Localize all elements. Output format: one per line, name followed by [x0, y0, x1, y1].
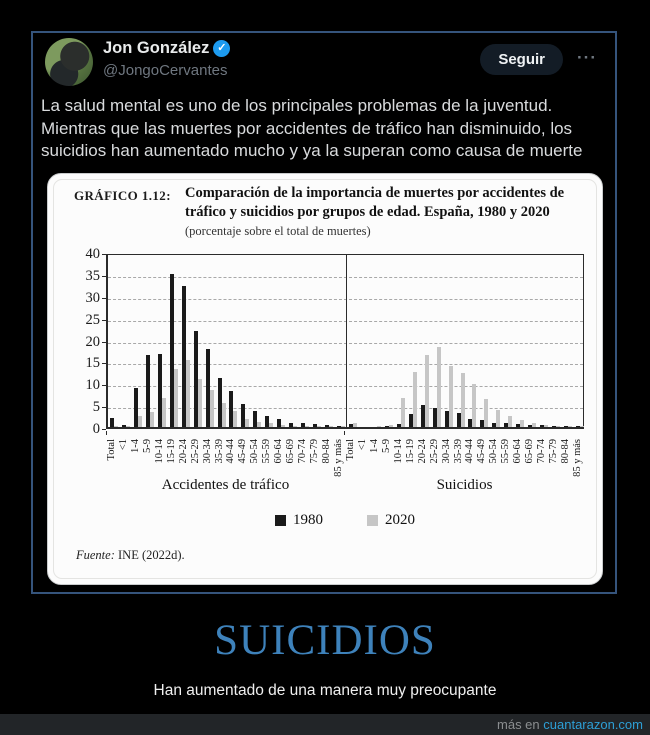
x-tick-label: 70-74 [297, 439, 309, 464]
x-tick-label: Total [105, 439, 117, 461]
x-tick-label: 10-14 [153, 439, 165, 464]
x-tick-label: 80-84 [321, 439, 333, 464]
bar-2020-15-19 [174, 369, 178, 427]
bar-2020-Total [353, 423, 357, 427]
x-tick-label: 30-34 [201, 439, 213, 464]
panel-caption-suicides: Suicidios [436, 477, 493, 493]
bar-2020-35-39 [222, 403, 226, 427]
tweet-text: La salud mental es uno de los principales problemas de la juventud. Mientras que las muertes por accidentes de tráfico han disminuido, los suicidios han aumentado mucho y ya la superan como causa de muerte [41, 96, 583, 160]
bar-2020-1-4 [377, 426, 381, 427]
meme-caption: Han aumentado de una manera muy preocupante [153, 682, 497, 699]
figure-number-label: GRÁFICO 1.12: [74, 188, 171, 203]
x-tick-mark [106, 431, 107, 435]
legend-label-2020: 2020 [385, 512, 415, 528]
bar-2020-85 y más [341, 426, 345, 427]
bar-2020-50-54 [257, 422, 261, 427]
bar-2020-75-79 [556, 426, 560, 427]
bar-2020-1-4 [138, 416, 142, 427]
x-tick-mark [344, 431, 345, 435]
x-tick-label: 60-64 [273, 439, 285, 464]
x-tick-label: Total [344, 439, 356, 461]
bar-2020-80-84 [568, 426, 572, 427]
x-tick-label: 50-54 [249, 439, 261, 464]
bar-2020-5-9 [389, 425, 393, 427]
user-name-block[interactable] [103, 39, 230, 79]
bar-2020-25-29 [437, 347, 441, 427]
y-tick-label: 25 [85, 311, 100, 328]
x-tick-label: 85 y más [333, 439, 345, 477]
x-tick-label: 45-49 [476, 439, 488, 464]
x-tick-label: 65-69 [285, 439, 297, 464]
bar-2020-85 y más [580, 426, 584, 427]
bar-2020-5-9 [150, 412, 154, 427]
x-tick-label: 5-9 [380, 439, 392, 453]
x-tick-label: 35-39 [213, 439, 225, 464]
figure-title-line1: Comparación de la importancia de muertes por accidentes de [185, 185, 565, 201]
x-tick-label: 40-44 [225, 439, 237, 464]
x-tick-label: 25-29 [428, 439, 440, 464]
bar-2020-40-44 [472, 384, 476, 427]
y-tick-label: 30 [85, 289, 100, 306]
figure-title-line2: tráfico y suicidios por grupos de edad. España, 1980 y 2020 [185, 204, 550, 220]
x-tick-label: 10-14 [392, 439, 404, 464]
x-tick-label: 40-44 [464, 439, 476, 464]
user-handle[interactable]: @JongoCervantes [103, 62, 228, 79]
tweet-header [45, 38, 603, 88]
site-link[interactable]: cuantarazon.com [543, 717, 643, 732]
bar-2020-70-74 [305, 426, 309, 427]
legend-item-2020 [367, 512, 415, 529]
bar-2020-60-64 [281, 425, 285, 427]
bar-2020-10-14 [401, 398, 405, 427]
x-tick-label: 35-39 [452, 439, 464, 464]
bar-2020-60-64 [520, 420, 524, 427]
more-menu-icon[interactable]: ··· [577, 48, 597, 67]
x-tick-label: 80-84 [560, 439, 572, 464]
y-tick-label: 35 [85, 267, 100, 284]
legend-swatch-2020 [367, 515, 378, 526]
x-tick-label: 75-79 [309, 439, 321, 464]
x-tick-label: 75-79 [548, 439, 560, 464]
bar-2020-<1 [126, 426, 130, 427]
legend-swatch-1980 [275, 515, 286, 526]
bar-2020-55-59 [508, 416, 512, 427]
display-name[interactable]: Jon González [103, 39, 210, 57]
x-tick-label: 5-9 [141, 439, 153, 453]
bar-2020-10-14 [162, 398, 166, 427]
tweet-card [31, 31, 617, 594]
bar-2020-75-79 [317, 426, 321, 427]
x-tick-label: 15-19 [404, 439, 416, 464]
bar-2020-35-39 [461, 373, 465, 427]
follow-button[interactable]: Seguir [480, 44, 563, 75]
figure-title [185, 184, 585, 222]
bar-2020-50-54 [496, 410, 500, 427]
x-tick-label: 45-49 [237, 439, 249, 464]
bar-2020-65-69 [293, 426, 297, 427]
x-tick-label: 1-4 [368, 439, 380, 453]
panel-divider [346, 255, 347, 427]
x-tick-label: 55-59 [500, 439, 512, 464]
figure-source [76, 548, 185, 563]
y-tick-label: 10 [85, 377, 100, 394]
bar-2020-25-29 [198, 379, 202, 427]
y-tick-label: 20 [85, 333, 100, 350]
x-tick-label: 85 y más [572, 439, 584, 477]
chart-image[interactable] [47, 173, 603, 585]
legend-label-1980: 1980 [293, 512, 323, 528]
x-tick-label: 50-54 [488, 439, 500, 464]
bar-2020-70-74 [544, 425, 548, 427]
x-tick-label: <1 [117, 439, 129, 451]
bar-2020-30-34 [210, 390, 214, 427]
x-tick-label: 60-64 [512, 439, 524, 464]
source-prefix: Fuente: [76, 548, 115, 562]
x-tick-label: 25-29 [189, 439, 201, 464]
figure-subtitle: (porcentaje sobre el total de muertes) [185, 224, 371, 238]
meme-title: SUICIDIOS [214, 617, 436, 664]
bar-2020-45-49 [245, 419, 249, 427]
x-tick-label: 15-19 [165, 439, 177, 464]
y-tick-label: 40 [85, 246, 100, 262]
source-text: INE (2022d). [114, 548, 185, 562]
bar-2020-20-24 [425, 355, 429, 427]
x-tick-label: 20-24 [416, 439, 428, 464]
y-tick-mark [102, 429, 106, 430]
bar-2020-80-84 [329, 426, 333, 427]
footer-text: más en [497, 717, 544, 732]
x-tick-label: 70-74 [536, 439, 548, 464]
bar-2020-45-49 [484, 399, 488, 427]
bar-2020-Total [114, 426, 118, 427]
bar-2020-40-44 [233, 411, 237, 427]
legend-item-1980 [275, 512, 323, 529]
site-footer [0, 714, 650, 735]
verified-badge-icon: ✓ [213, 40, 230, 57]
x-tick-label: 1-4 [129, 439, 141, 453]
bar-2020-30-34 [449, 366, 453, 427]
panel-caption-traffic: Accidentes de tráfico [161, 477, 290, 493]
chart-legend [106, 512, 584, 529]
bar-2020-20-24 [186, 360, 190, 427]
x-tick-label: 20-24 [177, 439, 189, 464]
y-tick-label: 15 [85, 355, 100, 372]
bar-2020-65-69 [532, 423, 536, 427]
y-tick-label: 5 [92, 399, 100, 416]
x-tick-label: 30-34 [440, 439, 452, 464]
x-tick-label: <1 [356, 439, 368, 451]
y-tick-label: 0 [92, 421, 100, 437]
x-tick-label: 65-69 [524, 439, 536, 464]
bar-2020-55-59 [269, 423, 273, 427]
plot-area [106, 254, 584, 429]
x-tick-label: 55-59 [261, 439, 273, 464]
avatar[interactable] [45, 38, 93, 86]
bar-2020-15-19 [413, 372, 417, 427]
